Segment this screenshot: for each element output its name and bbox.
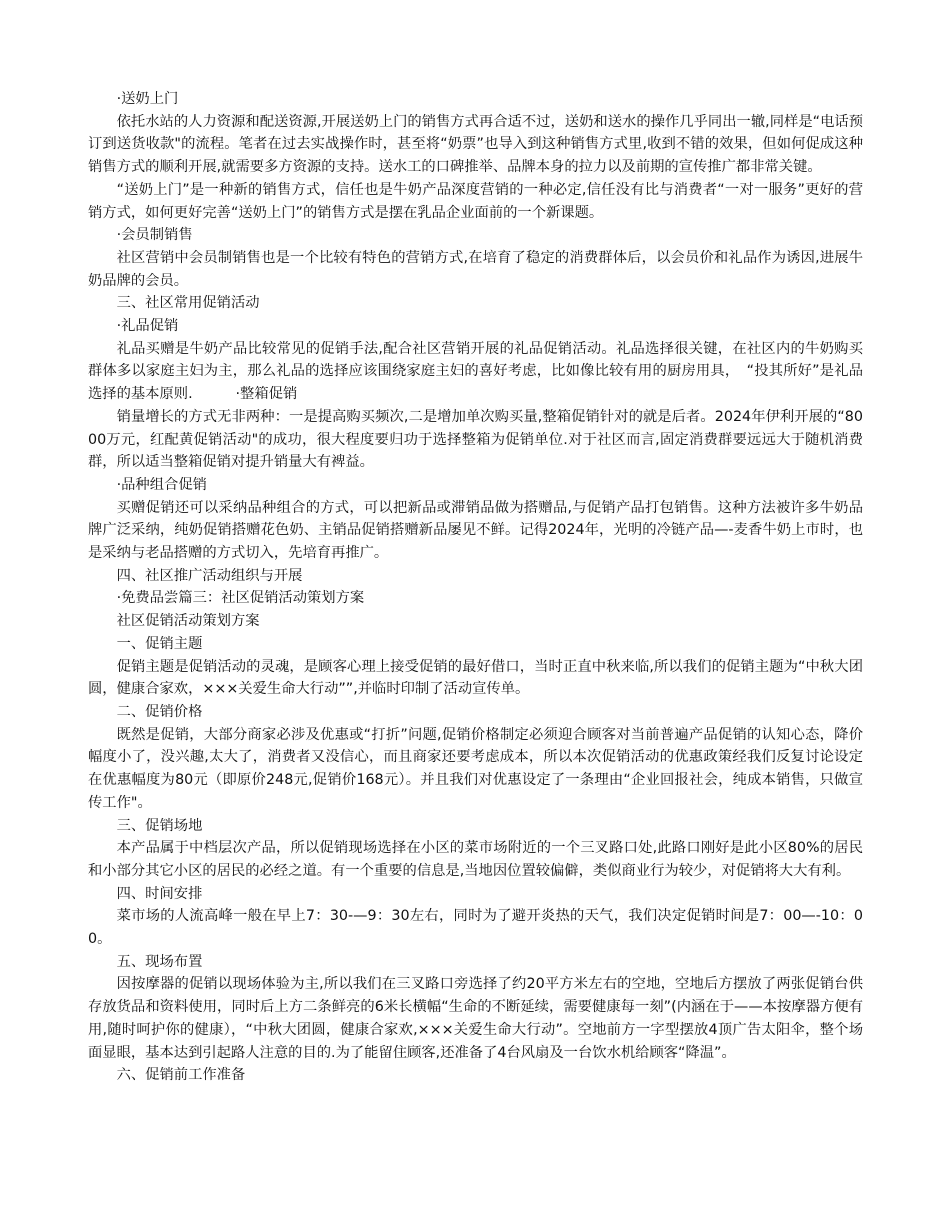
section-heading: 一、促销主题 [116,635,203,652]
body-paragraph: 促销主题是促销活动的灵魂，是顾客心理上接受促销的最好借口，当时正直中秋来临,所以我们的促销主题为“中秋大团圆，健康合家欢，×××关爱生命大行动””,并临时印制了活动宣传单。 [88,658,863,698]
section-heading: ·礼品促销 [116,318,179,335]
body-paragraph: 既然是促销，大部分商家必涉及优惠或“打折”问题,促销价格制定必须迎合顾客对当前普遍产品促销的认知心态，降价幅度小了，没兴趣,太大了，消费者又没信心，而且商家还要考虑成本，所以本次促销活动的优惠政策经我们反复讨论设定在优惠幅度为80元（即原价248元,促销价168元）。并且我们对优惠设定了一条理由“企业回报社会，纯成本销售，只做宣传工作"。 [88,726,863,811]
section-heading: 二、促销价格 [116,703,203,720]
section-heading: ·免费品尝篇三：社区促销活动策划方案 [116,590,365,607]
section-heading: 六、促销前工作准备 [116,1067,246,1084]
body-paragraph: “送奶上门”是一种新的销售方式，信任也是牛奶产品深度营销的一种必定,信任没有比与消费者“一对一服务”更好的营销方式，如何更好完善“送奶上门”的销售方式是摆在乳品企业面前的一个新课题。 [88,181,863,221]
body-paragraph: 礼品买赠是牛奶产品比较常见的促销手法,配合社区营销开展的礼品促销活动。礼品选择很关键，在社区内的牛奶购买群体多以家庭主妇为主，那么礼品的选择应该围绕家庭主妇的喜好考虑，比如像比较有用的厨房用具， “投其所好”是礼品选择的基本原则. ·整箱促销 [88,340,863,403]
section-heading: ·送奶上门 [116,91,179,107]
section-heading: 五、现场布置 [116,953,203,970]
section-heading: 社区促销活动策划方案 [116,613,260,630]
section-heading: 四、社区推广活动组织与开展 [116,567,303,584]
section-heading: 四、时间安排 [116,885,203,902]
section-heading: 三、社区常用促销活动 [116,295,260,312]
body-paragraph: 菜市场的人流高峰一般在早上7：30-—9：30左右，同时为了避开炎热的天气，我们决定促销时间是7：00—-10：00。 [88,908,863,948]
body-paragraph: 买赠促销还可以采纳品种组合的方式，可以把新品或滞销品做为搭赠品,与促销产品打包销售。这种方法被许多牛奶品牌广泛采纳，纯奶促销搭赠花色奶、主销品促销搭赠新品屡见不鲜。记得2024年，光明的冷链产品—-麦香牛奶上市时，也是采纳与老品搭赠的方式切入，先培育再推广。 [88,499,863,562]
body-paragraph: 依托水站的人力资源和配送资源,开展送奶上门的销售方式再合适不过，送奶和送水的操作几乎同出一辙,同样是“电话预订到送货收款"的流程。笔者在过去实战操作时，甚至将“奶票”也导入到这种销售方式里,收到不错的效果，但如何促成这种销售方式的顺利开展,就需要多方资源的支持。送水工的口碑推举、品牌本身的拉力以及前期的宣传推广都非常关键。 [88,113,863,176]
section-heading: ·会员制销售 [116,227,193,244]
body-paragraph: 因按摩器的促销以现场体验为主,所以我们在三叉路口旁选择了约20平方米左右的空地，空地后方摆放了两张促销台供存放货品和资料使用，同时后上方二条鲜亮的6米长横幅“生命的不断延续，需要健康每一刻”(内涵在于——本按摩器方便有用,随时呵护你的健康），“中秋大团圆，健康合家欢,×××关爱生命大行动”。空地前方一字型摆放4顶广告太阳伞，整个场面显眼，基本达到引起路人注意的目的.为了能留住顾客,还准备了4台风扇及一台饮水机给顾客“降温”。 [88,976,863,1061]
body-paragraph: 本产品属于中档层次产品，所以促销现场选择在小区的菜市场附近的一个三叉路口处,此路口刚好是此小区80%的居民和小部分其它小区的居民的必经之道。有一个重要的信息是,当地因位置较偏僻，类似商业行为较少，对促销将大大有利。 [88,840,863,879]
section-heading: ·品种组合促销 [116,476,207,493]
body-paragraph: 社区营销中会员制销售也是一个比较有特色的营销方式,在培育了稳定的消费群体后，以会员价和礼品作为诱因,进展牛奶品牌的会员。 [88,249,863,289]
section-heading: 三、促销场地 [116,817,203,834]
body-paragraph: 销量增长的方式无非两种：一是提高购买频次,二是增加单次购买量,整箱促销针对的就是后者。2024年伊利开展的“8000万元，红配黄促销活动"的成功，很大程度要归功于选择整箱为促销单位.对于社区而言,固定消费群要远远大于随机消费群，所以适当整箱促销对提升销量大有裨益。 [88,408,863,471]
